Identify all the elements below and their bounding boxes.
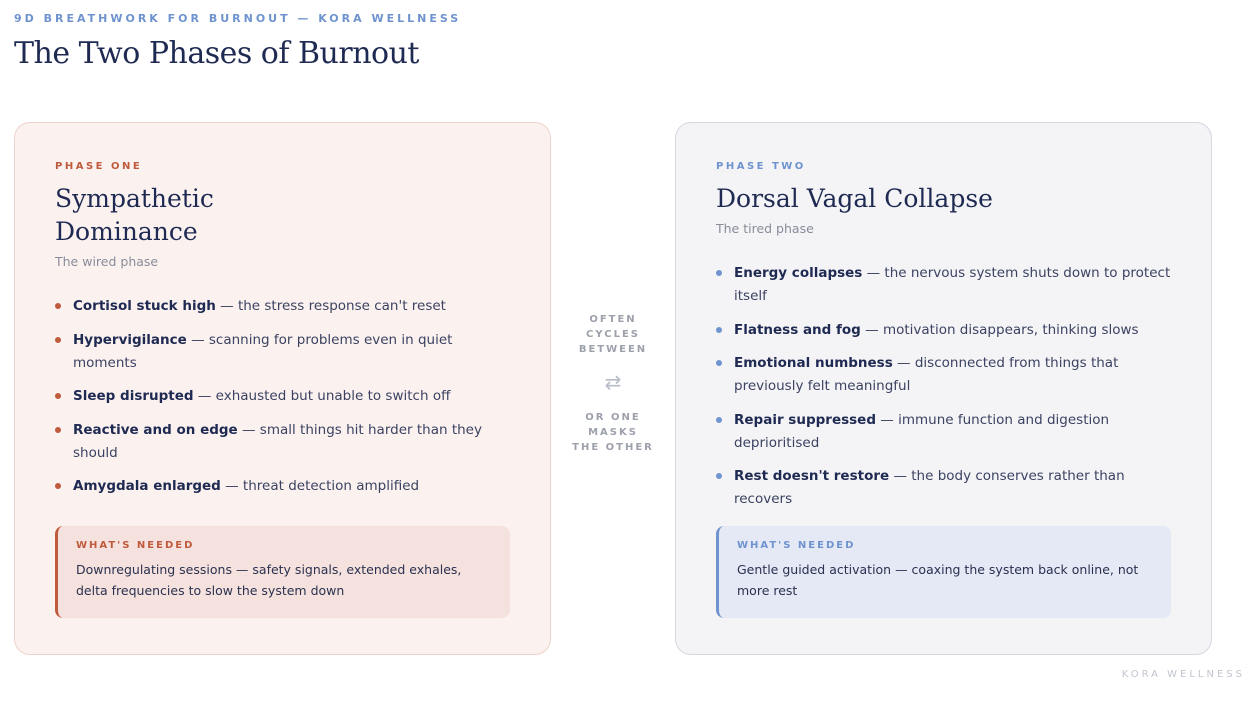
item-text: — motivation disappears, thinking slows [860,321,1139,338]
list-item [55,295,510,318]
list-item [716,465,1171,511]
bullet-dot-icon [55,303,61,309]
item-text: — the nervous system shuts down to protect itself [734,265,1171,304]
needed-text: Downregulating sessions — safety signals, extended exhales, delta frequencies to slow the system down [76,562,462,598]
item-text: — the body conserves rather than recovers [734,468,1125,507]
item-heading: Amygdala enlarged [73,478,221,494]
phase-one-label: PHASE ONE [55,161,143,172]
item-heading: Repair suppressed [734,411,876,428]
item-text: — the stress response can't reset [215,298,446,314]
phase-one-list [55,295,510,498]
list-item [716,352,1171,398]
item-text: — immune function and digestion deprioritised [734,411,1110,451]
list-item [716,409,1171,455]
needed-label: WHAT'S NEEDED [737,540,856,551]
bullet-dot-icon [716,417,722,423]
item-heading: Emotional numbness [734,355,893,371]
list-item [55,475,510,498]
bullet-dot-icon [716,360,722,366]
item-heading: Hypervigilance [73,331,187,348]
item-heading: Flatness and fog [734,321,861,338]
item-text: — disconnected from things that previously felt meaningful [734,355,1119,394]
item-heading: Reactive and on edge [73,421,238,438]
phase-two-subtitle: The tired phase [716,221,814,236]
phase-one-needed-box [55,526,510,618]
needed-label: WHAT'S NEEDED [76,540,195,551]
eyebrow: 9D BREATHWORK FOR BURNOUT — KORA WELLNESS [14,12,462,25]
needed-text: Gentle guided activation — coaxing the system back online, not more rest [737,562,1139,598]
phase-one-subtitle: The wired phase [55,254,159,269]
phase-one-title: Sympathetic Dominance [55,184,214,246]
item-text: — exhausted but unable to switch off [193,388,451,404]
bullet-dot-icon [55,337,61,343]
footer-brand: KORA WELLNESS [1121,669,1245,680]
list-item [55,385,510,408]
page-title: The Two Phases of Burnout [14,36,419,71]
phase-two-needed-box [716,526,1171,618]
item-heading: Rest doesn't restore [734,468,890,484]
swap-arrows-icon: ⇄ [604,370,622,394]
phase-two-title: Dorsal Vagal Collapse [716,184,993,213]
connector-top-text: OFTEN CYCLES BETWEEN [578,314,648,355]
phase-one-card [14,122,551,655]
list-item [716,262,1171,308]
item-heading: Cortisol stuck high [73,298,216,314]
cycle-connector [572,312,654,455]
bullet-dot-icon [716,270,722,276]
list-item [716,319,1171,342]
item-text: — scanning for problems even in quiet moments [73,331,453,371]
bullet-dot-icon [55,427,61,433]
bullet-dot-icon [716,327,722,333]
connector-bottom-text: OR ONE MASKS THE OTHER [572,412,654,453]
bullet-dot-icon [55,483,61,489]
bullet-dot-icon [716,473,722,479]
bullet-dot-icon [55,393,61,399]
list-item [55,329,510,375]
item-heading: Energy collapses [734,265,863,281]
list-item [55,419,510,465]
item-text: — threat detection amplified [220,478,420,494]
phase-two-card [675,122,1212,655]
phase-two-label: PHASE TWO [716,161,806,172]
item-text: — small things hit harder than they should [73,421,482,461]
phase-two-list [716,262,1171,511]
item-heading: Sleep disrupted [73,388,194,404]
